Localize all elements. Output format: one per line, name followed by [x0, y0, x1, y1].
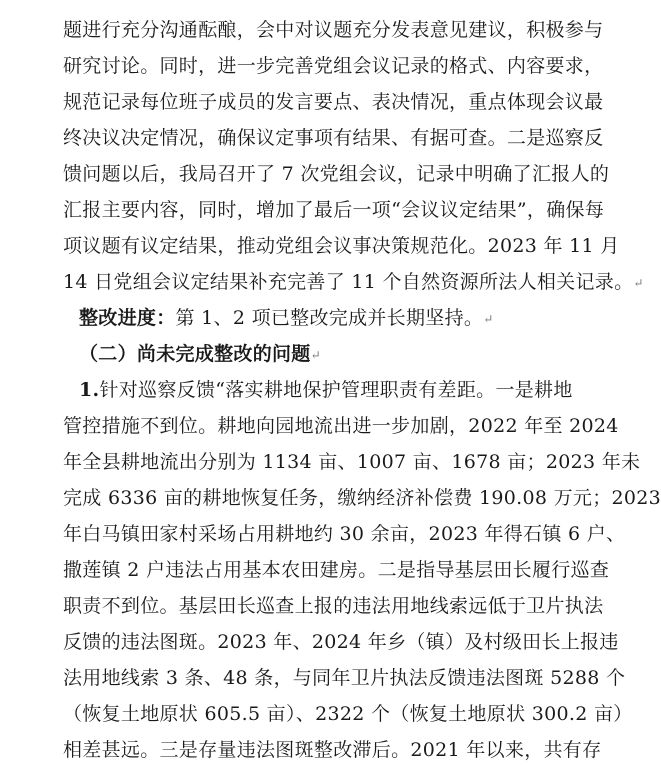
text-line-first — [63, 372, 573, 408]
rectification-progress — [63, 300, 570, 336]
text-line: 年白马镇田家村采场占用耕地约 30 余亩，2023 年得石镇 6 户、 — [63, 523, 626, 545]
text-line-content: 14 日党组会议定结果补充完善了 11 个自然资源所法人相关记录。 — [63, 271, 634, 293]
paragraph-farmland-protection — [63, 372, 661, 768]
paragraph-mark-icon: ↵ — [633, 276, 644, 290]
section-heading — [63, 336, 570, 372]
text-line: （恢复土地原状 605.5 亩）、2322 个（恢复土地原状 300.2 亩） — [63, 703, 633, 725]
text-line: 规范记录每位班子成员的发言要点、表决情况，重点体现会议最 — [63, 91, 604, 113]
text-line: 相差甚远。三是存量违法图斑整改滞后。2021 年以来，共有存 — [63, 739, 602, 761]
text-line: 完成 6336 亩的耕地恢复任务，缴纳经济补偿费 190.08 万元；2023 — [63, 487, 661, 509]
paragraph-mark-icon: ↵ — [483, 312, 494, 326]
section-heading-text: （二）尚未完成整改的问题 — [79, 343, 311, 365]
document-body — [63, 12, 661, 768]
text-line: 法用地线索 3 条、48 条，与同年卫片执法反馈违法图斑 5288 个 — [63, 667, 626, 689]
text-line-last — [63, 264, 644, 300]
progress-text: 第 1、2 项已整改完成并长期坚持。 — [175, 307, 484, 329]
text-line: 反馈的违法图斑。2023 年、2024 年乡（镇）及村级田长上报违 — [63, 631, 619, 653]
paragraph-committee-records — [63, 12, 644, 300]
text-line: 汇报主要内容，同时，增加了最后一项“会议议定结果”，确保每 — [63, 199, 605, 221]
text-line: 管控措施不到位。耕地向园地流出进一步加剧，2022 年至 2024 — [63, 415, 619, 437]
paragraph-mark-icon: ↵ — [310, 348, 321, 362]
progress-label: 整改进度： — [79, 307, 176, 329]
text-line: 年全县耕地流出分别为 1134 亩、1007 亩、1678 亩；2023 年未 — [63, 451, 641, 473]
text-line: 研究讨论。同时，进一步完善党组会议记录的格式、内容要求， — [63, 55, 604, 77]
text-line: 撒莲镇 2 户违法占用基本农田建房。二是指导基层田长履行巡查 — [63, 559, 610, 581]
text-line-content: 针对巡察反馈“落实耕地保护管理职责有差距。一是耕地 — [99, 379, 573, 401]
text-line: 项议题有议定结果，推动党组会议事决策规范化。2023 年 11 月 — [63, 235, 620, 257]
text-line: 馈问题以后，我局召开了 7 次党组会议，记录中明确了汇报人的 — [63, 163, 610, 185]
text-line: 职责不到位。基层田长巡查上报的违法用地线索远低于卫片执法 — [63, 595, 604, 617]
item-number: 1. — [79, 379, 100, 401]
text-line: 题进行充分沟通酝酿，会中对议题充分发表意见建议，积极参与 — [63, 19, 604, 41]
text-line: 终决议决定情况，确保议定事项有结果、有据可查。二是巡察反 — [63, 127, 604, 149]
